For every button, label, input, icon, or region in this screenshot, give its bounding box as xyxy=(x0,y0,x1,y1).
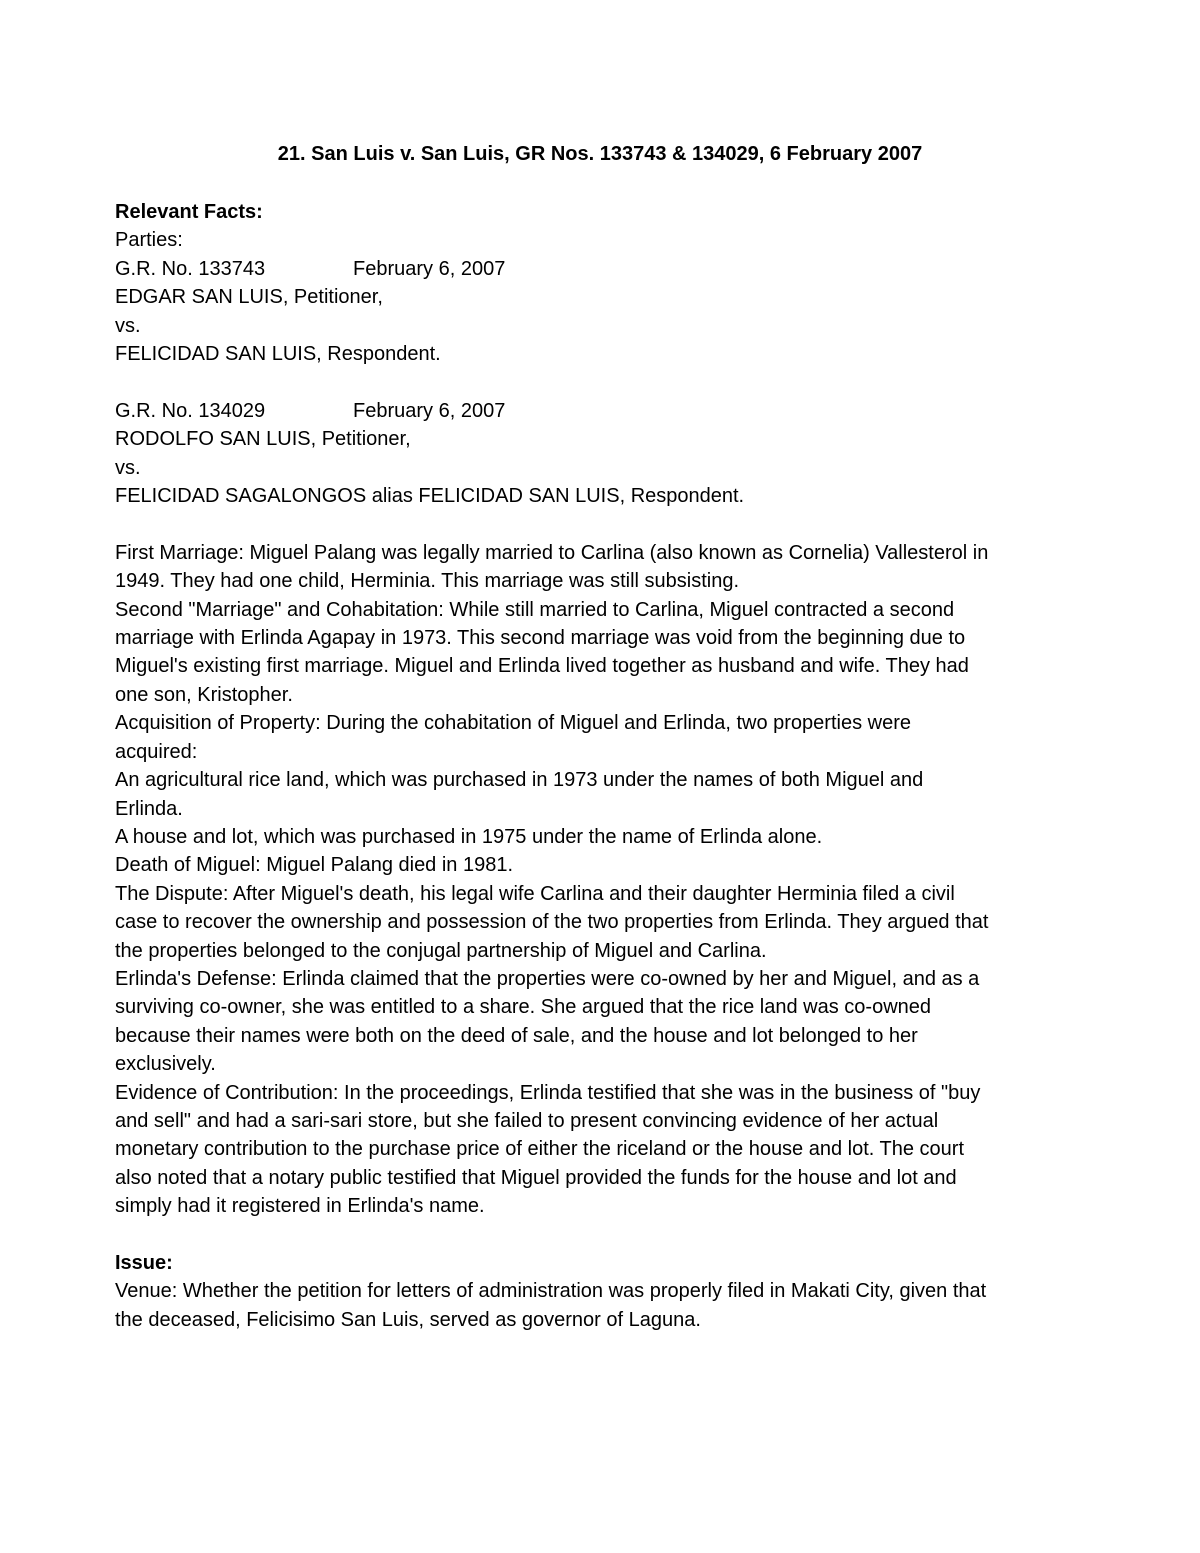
case-2-gr-line xyxy=(115,397,1075,425)
facts-line: Erlinda's Defense: Erlinda claimed that the properties were co-owned by her and Miguel, and as a xyxy=(115,967,980,990)
document-body xyxy=(115,198,1075,1334)
issue-line: Venue: Whether the petition for letters of administration was properly filed in Makati City, given that xyxy=(115,1280,987,1303)
case-1-date: February 6, 2007 xyxy=(353,257,506,280)
issue-heading: Issue: xyxy=(115,1251,173,1274)
facts-line: First Marriage: Miguel Palang was legally married to Carlina (also known as Cornelia) Vallesterol in xyxy=(115,541,989,564)
spacer xyxy=(115,368,1075,396)
case-1-parties xyxy=(115,255,1075,369)
facts-line: Miguel's existing first marriage. Miguel and Erlinda lived together as husband and wife. They had xyxy=(115,655,969,678)
facts-line: surviving co-owner, she was entitled to a share. She argued that the rice land was co-owned xyxy=(115,996,932,1019)
spacer xyxy=(115,1221,1075,1249)
facts-line: Second "Marriage" and Cohabitation: While still married to Carlina, Miguel contracted a second xyxy=(115,598,955,621)
facts-line: monetary contribution to the purchase price of either the riceland or the house and lot. The court xyxy=(115,1138,965,1161)
facts-heading: Relevant Facts: xyxy=(115,201,263,223)
facts-line: also noted that a notary public testified that Miguel provided the funds for the house and lot and xyxy=(115,1166,957,1189)
facts-line: 1949. They had one child, Herminia. This marriage was still subsisting. xyxy=(115,570,740,593)
facts-line: A house and lot, which was purchased in 1975 under the name of Erlinda alone. xyxy=(115,825,823,848)
case-1-respondent: FELICIDAD SAN LUIS, Respondent. xyxy=(115,343,441,366)
case-2-vs: vs. xyxy=(115,456,141,479)
case-2-petitioner: RODOLFO SAN LUIS, Petitioner, xyxy=(115,428,411,451)
facts-line: Acquisition of Property: During the cohabitation of Miguel and Erlinda, two properties were xyxy=(115,712,911,735)
facts-line: exclusively. xyxy=(115,1053,216,1076)
facts-line: the properties belonged to the conjugal partnership of Miguel and Carlina. xyxy=(115,939,767,962)
case-1-gr-line xyxy=(115,255,1075,283)
facts-line: acquired: xyxy=(115,740,198,763)
facts-line: The Dispute: After Miguel's death, his legal wife Carlina and their daughter Herminia filed a civil xyxy=(115,882,955,905)
case-2-date: February 6, 2007 xyxy=(353,399,506,422)
spacer xyxy=(115,510,1075,538)
facts-line: Erlinda. xyxy=(115,797,183,820)
document-title: 21. San Luis v. San Luis, GR Nos. 133743 & 134029, 6 February 2007 xyxy=(277,143,923,165)
facts-line: Death of Miguel: Miguel Palang died in 1981. xyxy=(115,854,514,877)
facts-line: marriage with Erlinda Agapay in 1973. This second marriage was void from the beginning due to xyxy=(115,627,966,650)
case-2-respondent: FELICIDAD SAGALONGOS alias FELICIDAD SAN LUIS, Respondent. xyxy=(115,485,745,508)
case-1-vs: vs. xyxy=(115,314,141,337)
facts-line: one son, Kristopher. xyxy=(115,683,293,706)
case-2-parties xyxy=(115,397,1075,511)
facts-text xyxy=(115,539,1075,1221)
facts-line: case to recover the ownership and possession of the two properties from Erlinda. They argued that xyxy=(115,911,989,934)
facts-line: Evidence of Contribution: In the proceedings, Erlinda testified that she was in the business of "buy xyxy=(115,1081,981,1104)
case-1-petitioner: EDGAR SAN LUIS, Petitioner, xyxy=(115,286,383,309)
issue-line: the deceased, Felicisimo San Luis, served as governor of Laguna. xyxy=(115,1308,701,1331)
facts-line: simply had it registered in Erlinda's name. xyxy=(115,1195,485,1218)
issue-text xyxy=(115,1277,1075,1334)
facts-line: and sell" and had a sari-sari store, but she failed to present convincing evidence of her actual xyxy=(115,1109,939,1132)
facts-line: An agricultural rice land, which was purchased in 1973 under the names of both Miguel and xyxy=(115,769,924,792)
case-1-gr-no: G.R. No. 133743 xyxy=(115,257,266,280)
case-2-gr-no: G.R. No. 134029 xyxy=(115,399,266,422)
facts-line: because their names were both on the deed of sale, and the house and lot belonged to her xyxy=(115,1024,918,1047)
parties-label: Parties: xyxy=(115,229,183,252)
